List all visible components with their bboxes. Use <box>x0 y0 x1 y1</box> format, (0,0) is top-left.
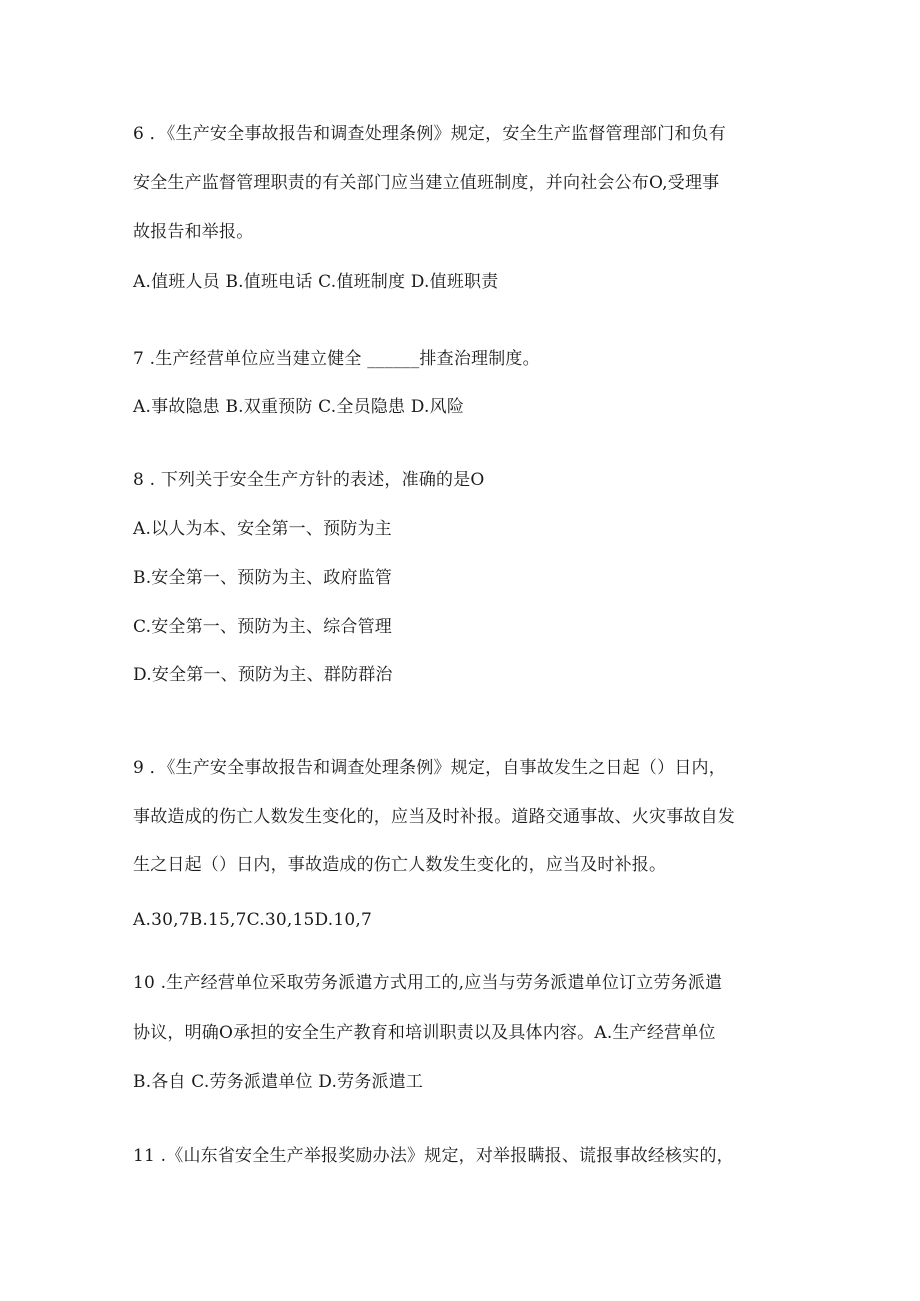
question-9-line-1: 9 ．《生产安全事故报告和调查处理条例》规定，自事故发生之日起（）日内， <box>133 758 726 778</box>
question-6-line-1: 6 ．《生产安全事故报告和调查处理条例》规定，安全生产监督管理部门和负有 <box>133 124 726 144</box>
question-10-line-1: 10 .生产经营单位采取劳务派遣方式用工的,应当与劳务派遣单位订立劳务派遣 <box>133 973 723 993</box>
question-6-options: A.值班人员 B.值班电话 C.值班制度 D.值班职责 <box>133 272 499 292</box>
question-8-line-1: 8 . 下列关于安全生产方针的表述，准确的是O <box>133 470 485 490</box>
question-11-line-1: 11 .《山东省安全生产举报奖励办法》规定，对举报瞒报、谎报事故经核实的， <box>133 1146 734 1166</box>
question-6-line-2: 安全生产监督管理职责的有关部门应当建立值班制度，并向社会公布O,受理事 <box>133 173 720 193</box>
question-10-line-3: B.各自 C.劳务派遣单位 D.劳务派遣工 <box>133 1072 424 1092</box>
question-10-line-2: 协议，明确O承担的安全生产教育和培训职责以及具体内容。A.生产经营单位 <box>133 1023 716 1043</box>
question-8-option-d: D.安全第一、预防为主、群防群治 <box>133 665 393 685</box>
question-8-option-c: C.安全第一、预防为主、综合管理 <box>133 617 393 637</box>
question-9-options: A.30,7B.15,7C.30,15D.10,7 <box>133 910 373 930</box>
question-8-option-b: B.安全第一、预防为主、政府监管 <box>133 568 393 588</box>
question-7-options: A.事故隐患 B.双重预防 C.全员隐患 D.风险 <box>133 397 465 417</box>
question-7-line-1: 7 .生产经营单位应当建立健全 ______排查治理制度。 <box>133 349 540 369</box>
question-6-line-3: 故报告和举报。 <box>133 222 254 242</box>
question-9-line-2: 事故造成的伤亡人数发生变化的，应当及时补报。道路交通事故、火灾事故自发 <box>133 807 735 827</box>
question-9-line-3: 生之日起（）日内，事故造成的伤亡人数发生变化的，应当及时补报。 <box>133 855 667 875</box>
question-8-option-a: A.以人为本、安全第一、预防为主 <box>133 519 392 539</box>
